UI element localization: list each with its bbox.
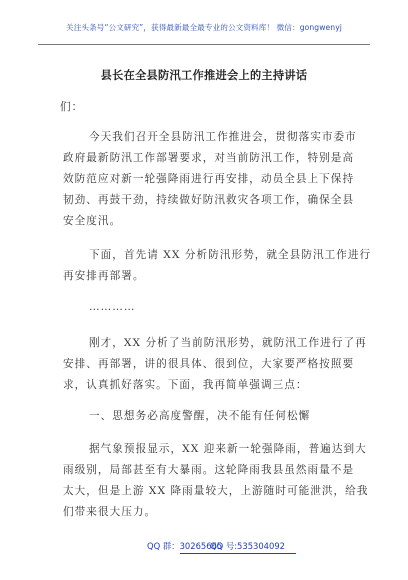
- paragraph-line: 安全度汛。: [63, 215, 122, 227]
- salutation: 们：: [60, 101, 84, 113]
- qq-group-link[interactable]: QQ 群：30265665: [147, 541, 223, 551]
- paragraph-line: 今天我们召开全县防汛工作推进会，贯彻落实市委市: [89, 131, 357, 143]
- section-heading: 一、思想务必高度警醒，决不能有任何松懈: [89, 410, 311, 422]
- paragraph-line: 政府最新防汛工作部署要求，对当前防汛工作，特别是高: [63, 152, 355, 164]
- paragraph-line: 韧劲、再鼓干劲，持续做好防汛救灾各项工作，确保全县: [63, 194, 355, 206]
- paragraph-line: 们带来很大压力。: [63, 506, 157, 518]
- paragraph-line: 下面，首先请 XX 分析防汛形势，就全县防汛工作进行: [89, 249, 372, 261]
- paragraph-line: 安排、再部署，讲的很具体、很到位，大家要严格按照要: [63, 358, 355, 370]
- document-title: 县长在全县防汛工作推进会上的主持讲话: [100, 68, 308, 82]
- paragraph-line: 据气象预报显示，XX 迎来新一轮强降雨，普遍达到大: [89, 443, 367, 455]
- paragraph-line: 求，认真抓好落实。下面，我再简单强调三点：: [63, 379, 308, 391]
- header-divider: [38, 44, 370, 45]
- paragraph-line: 太大，但是上游 XX 降雨量较大，上游随时可能泄洪，给我: [63, 485, 369, 497]
- paragraph-line: 刚才，XX 分析了当前防汛形势，就防汛工作进行了再: [89, 337, 367, 349]
- paragraph-line: 再安排再部署。: [63, 270, 145, 282]
- paragraph-line: 效防范应对新一轮强降雨进行再安排，动员全县上下保持: [63, 173, 355, 185]
- ellipsis-line: …………: [89, 301, 136, 313]
- header-banner: 关注头条号“公文研究”，获得最新最全最专业的公文资料库！ 微信：gongwenyj: [66, 23, 342, 32]
- qq-number-link[interactable]: QQ 号:535304092: [210, 541, 285, 551]
- footer-underline: [180, 553, 296, 554]
- paragraph-line: 雨级别，局部甚至有大暴雨。这轮降雨我县虽然雨量不是: [63, 464, 355, 476]
